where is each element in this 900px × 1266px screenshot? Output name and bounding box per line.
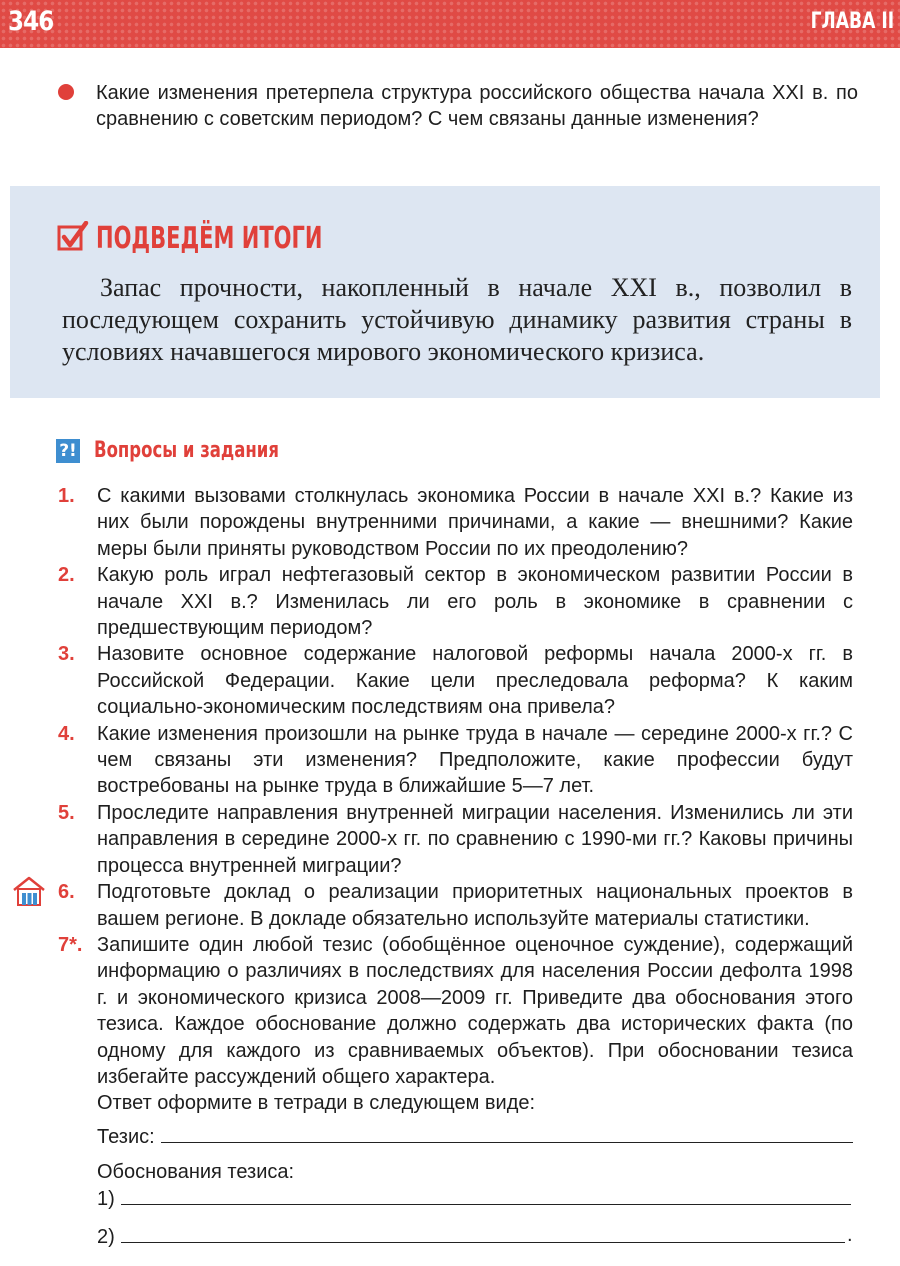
question-text: Какие изменения произошли на рынке труда в начале — середине 2000-х гг.? С чем связаны эти изменения? Предположите, какие профессии будут востребованы на рынке труда в ближайшие 5—7 лет.: [97, 722, 853, 798]
question-number: 4.: [58, 722, 75, 745]
thesis-label: Тезис:: [97, 1126, 155, 1148]
question-text: Проследите направления внутренней миграции населения. Изменились ли эти направления в середине 2000-х гг. по сравнению с 1990-ми гг.? Каковы причины процесса внутренней миграции?: [97, 801, 853, 877]
question-text: Назовите основное содержание налоговой реформы начала 2000-х гг. в Российской Федерации. Какие цели преследовала реформа? К каким социально-экономическим последствиям она привела?: [97, 643, 853, 719]
ground-2-line: [121, 1242, 845, 1243]
question-text: Подготовьте доклад о реализации приоритетных национальных проектов в вашем регионе. В докладе обязательно используйте материалы статистики.: [97, 881, 853, 930]
header-band: [0, 0, 900, 48]
question-item-4: [0, 721, 900, 800]
summary-box: [10, 186, 880, 398]
ground-2-label: 2): [97, 1226, 115, 1248]
trailing-dot: .: [847, 1224, 853, 1246]
page-number: 346: [8, 6, 54, 37]
question-number: 2.: [58, 564, 75, 587]
question-item-3: [0, 641, 900, 720]
summary-title: ПОДВЕДЁМ ИТОГИ: [96, 221, 323, 256]
question-exclamation-icon: ?!: [56, 439, 80, 463]
chapter-label: ГЛАВА II: [810, 9, 894, 34]
question-number: 7*.: [58, 933, 83, 956]
question-text: Какую роль играл нефтегазовый сектор в экономическом развитии России в начале XXI в.? Изменилась ли его роль в экономике в сравнении с предшествующим периодом?: [97, 564, 853, 640]
summary-text: Запас прочности, накопленный в начале XXI в., позволил в последующем сохранить устойчивую динамику развития страны в условиях начавшегося мирового экономического кризиса.: [62, 273, 852, 366]
question-item-2: [0, 562, 900, 641]
ground-1-label: 1): [97, 1188, 115, 1210]
question-number: 3.: [58, 643, 75, 666]
home-icon: [12, 875, 46, 907]
question-number: 5.: [58, 801, 75, 824]
question-item-5: [0, 800, 900, 879]
question-number: 1.: [58, 485, 75, 507]
thesis-line: [161, 1142, 853, 1143]
intro-question-text: Какие изменения претерпела структура российского общества начала XXI в. по сравнению с советским периодом? С чем связаны данные изменения?: [96, 82, 858, 130]
question-item-7: [0, 932, 900, 1117]
question-number: 6.: [58, 881, 75, 904]
grounds-label: Обоснования тезиса:: [97, 1161, 295, 1183]
question-text: С какими вызовами столкнулась экономика России в начале XXI в.? Какие из них были порождены внутренними причинами, а какие — внешними? Какие меры были приняты руководством России по их преодолению?: [97, 485, 853, 560]
questions-heading: Вопросы и задания: [94, 438, 279, 463]
question-text: Запишите один любой тезис (обобщённое оценочное суждение), содержащий информацию о различиях в последствиях для населения России дефолта 1998 г. и экономического кризиса 2008—2009 гг. Приведите два обоснования этого тезиса. Каждое обоснование должно содержать два исторических факта (по одному для каждого из сравниваемых объектов). При обосновании тезиса избегайте рассуждений общего характера.: [97, 933, 853, 1088]
intro-question: [58, 80, 858, 132]
checkmark-icon: [57, 221, 89, 253]
question-item-1: [0, 483, 900, 562]
red-bullet-icon: [58, 84, 74, 100]
question-item-6: [0, 879, 900, 932]
answer-instructions: Ответ оформите в тетради в следующем виде:: [97, 1092, 536, 1115]
ground-1-line: [121, 1204, 851, 1205]
questions-list: [0, 483, 900, 1117]
